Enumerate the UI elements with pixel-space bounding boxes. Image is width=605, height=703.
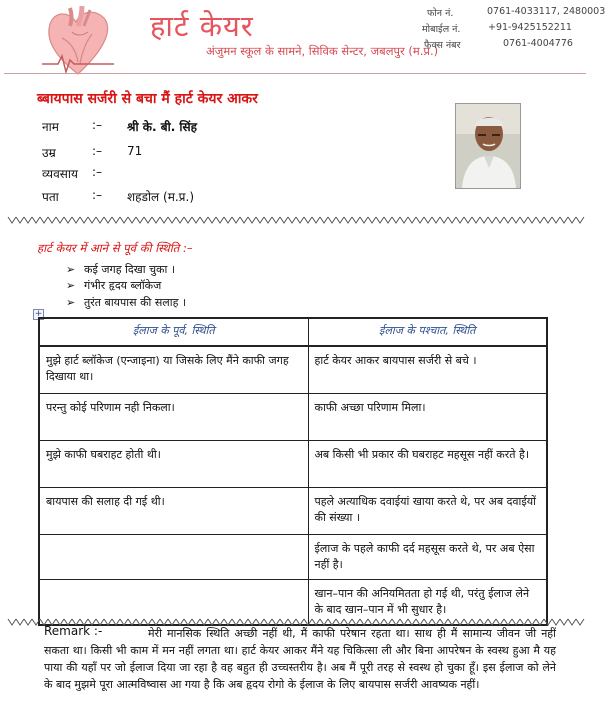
table-row <box>39 488 547 535</box>
profile-separator: :– <box>92 118 103 132</box>
table-row <box>39 441 547 488</box>
profile-separator: :– <box>92 165 103 179</box>
profile-value-name: श्री के. बी. सिंह <box>127 120 198 134</box>
divider-zigzag <box>8 217 584 223</box>
arrow-bullet-icon: ➢ <box>66 279 76 292</box>
remark-text: मेरी मानसिक स्थिति अच्छी नहीं थी, मैं काफी परेषान रहता था। साथ ही मैं सामान्य जीवन जी नहीं सकता था। किसी भी काम में मन नहीं लगता था। हार्ट केयर आकर मैंने यह चिकित्सा ली और बिना आपरेषन के स्वस्थ हुआ मै यह पाया की यहाँ पर जो ईलाज दिया जा रहा है वह बहुत ही उच्चस्तरीय है। अब मैं पूरी तरह से स्वस्थ हो चुका हूँ। इस ईलाज को लेने के बाद मुझमे पूरा आत्मविष्वास आ गया है कि अब हृदय रोगो के ईलाज के लिए बायपास सर्जरी आवष्यक नहीं। <box>44 627 556 691</box>
fax-value: 0761-4004776 <box>503 38 573 49</box>
before-condition-text: कई जगह दिखा चुका । <box>84 263 176 276</box>
profile-label-age: उम्र <box>42 146 56 160</box>
profile-label-occupation: व्यवसाय <box>42 167 78 181</box>
fax-label: फैक्स नंबर <box>424 40 461 51</box>
ornamental-divider <box>8 215 582 225</box>
before-cell: मुझे काफी घबराहट होती थी। <box>39 441 308 488</box>
before-cell: बायपास की सलाह दी गई थी। <box>39 488 308 535</box>
after-cell: खान–पान की अनियमितता हो गई थी, परंतु ईलाज लेने के बाद खान–पान में भी सुधार है। <box>308 580 547 626</box>
phone-value: 0761-4033117, 2480003 <box>487 6 605 17</box>
heart-anatomy-icon <box>42 2 114 78</box>
before-cell <box>39 535 308 580</box>
after-cell: हार्ट केयर आकर बायपास सर्जरी से बचे । <box>308 346 547 394</box>
phone-label: फोन नं. <box>427 8 454 19</box>
after-cell: काफी अच्छा परिणाम मिला। <box>308 394 547 441</box>
profile-separator: :– <box>92 188 103 202</box>
brand-address: अंजुमन स्कूल के सामने, सिविक सेन्टर, जबलपुर (म.प्र.) <box>206 44 439 58</box>
header-after: ईलाज के पश्चात, स्थिति <box>308 318 547 346</box>
testimonial-headline: ब्बायपास सर्जरी से बचा मैं हार्ट केयर आकर <box>37 91 258 107</box>
patient-portrait-icon <box>456 104 520 188</box>
profile-value-address: शहडोल (म.प्र.) <box>127 190 195 204</box>
patient-photo <box>455 103 521 189</box>
brand-title: हार्ट केयर <box>150 9 254 43</box>
arrow-bullet-icon: ➢ <box>66 263 76 276</box>
profile-separator: :– <box>92 144 103 158</box>
before-condition-text: गंभीर हृदय ब्लॉकेज <box>84 279 162 292</box>
table-row <box>39 535 547 580</box>
before-cell: मुझे हार्ट ब्लॉकेज (एन्जाइना) या जिसके लिए मैंने काफी जगह दिखाया था। <box>39 346 308 394</box>
profile-value-age: 71 <box>127 144 143 158</box>
profile-label-name: नाम <box>42 120 59 134</box>
table-move-handle[interactable]: + <box>34 309 43 319</box>
after-cell: पहले अत्याधिक दवाईयां खाया करते थे, पर अब दवाईयों की संख्या । <box>308 488 547 535</box>
arrow-bullet-icon: ➢ <box>66 296 76 309</box>
header-rule <box>4 73 586 74</box>
mobile-label: मोबाईल नं. <box>422 24 461 35</box>
before-after-table <box>38 317 548 626</box>
table-row <box>39 346 547 394</box>
before-condition-item <box>66 262 175 277</box>
after-cell: अब किसी भी प्रकार की घबराहट महसूस नहीं करते है। <box>308 441 547 488</box>
header-before: ईलाज के पूर्व, स्थिति <box>39 318 308 346</box>
profile-label-address: पता <box>42 190 59 204</box>
table-row <box>39 394 547 441</box>
table-header-row <box>39 318 547 346</box>
remark-label: Remark :- <box>44 624 103 638</box>
before-condition-text: तुरंत बायपास की सलाह । <box>84 296 187 309</box>
before-cell: परन्तु कोई परिणाम नही निकला। <box>39 394 308 441</box>
before-condition-item <box>66 295 186 310</box>
before-condition-heading: हार्ट केयर में आने से पूर्व की स्थिति :– <box>37 241 193 255</box>
before-condition-item <box>66 278 161 293</box>
after-cell: ईलाज के पहले काफी दर्द महसूस करते थे, पर अब ऐसा नहीं है। <box>308 535 547 580</box>
mobile-value: +91-9425152211 <box>488 22 572 33</box>
